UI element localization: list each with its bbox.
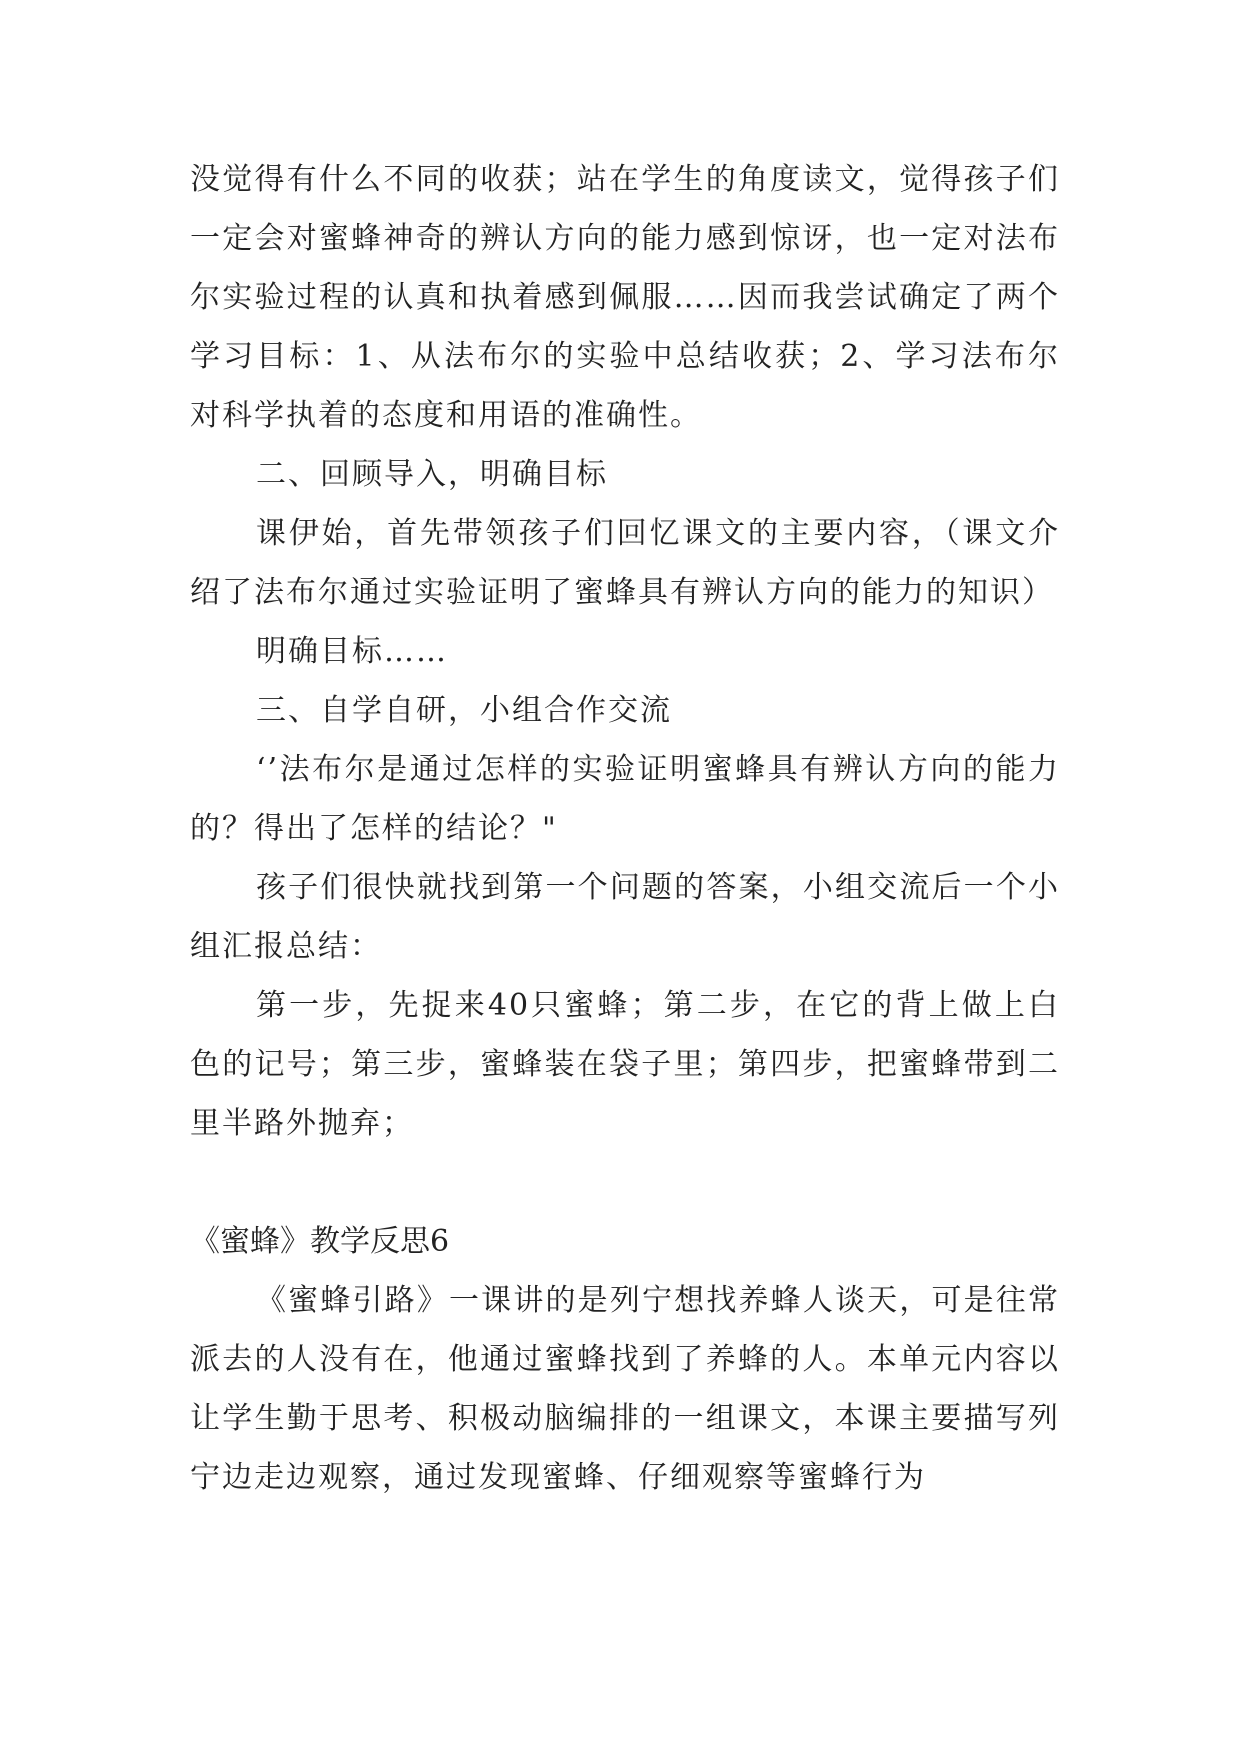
paragraph-section-intro: 《蜜蜂引路》一课讲的是列宁想找养蜂人谈天，可是往常派去的人没有在，他通过蜜蜂找到了养蜂的人。本单元内容以让学生勤于思考、积极动脑编排的一组课文，本课主要描写列宁边走边观察，通过发现蜜蜂、仔细观察等蜜蜂行为 (190, 1283, 1060, 1495)
paragraph-steps: 第一步，先捉来40只蜜蜂；第二步，在它的背上做上白色的记号；第三步，蜜蜂装在袋子里；第四步，把蜜蜂带到二里半路外抛弃； (190, 988, 1060, 1141)
heading-review-intro: 二、回顾导入，明确目标 (256, 457, 608, 492)
section-title: 《蜜蜂》教学反思6 (190, 1224, 450, 1259)
paragraph-lesson-start: 课伊始，首先带领孩子们回忆课文的主要内容，（课文介绍了法布尔通过实验证明了蜜蜂具有辨认方向的能力的知识） (190, 516, 1060, 610)
paragraph-group-report: 孩子们很快就找到第一个问题的答案，小组交流后一个小组汇报总结： (190, 870, 1060, 964)
paragraph-continuation: 没觉得有什么不同的收获；站在学生的角度读文，觉得孩子们一定会对蜜蜂神奇的辨认方向的能力感到惊讶，也一定对法布尔实验过程的认真和执着感到佩服……因而我尝试确定了两个学习目标：1、从法布尔的实验中总结收获；2、学习法布尔对科学执着的态度和用语的准确性。 (190, 162, 1060, 433)
paragraph-clarify-goals: 明确目标…… (256, 634, 448, 669)
heading-self-study: 三、自学自研，小组合作交流 (256, 693, 672, 728)
document-body (190, 150, 1060, 1507)
paragraph-question: ‘’法布尔是通过怎样的实验证明蜜蜂具有辨认方向的能力的？得出了怎样的结论？" (190, 752, 1060, 846)
